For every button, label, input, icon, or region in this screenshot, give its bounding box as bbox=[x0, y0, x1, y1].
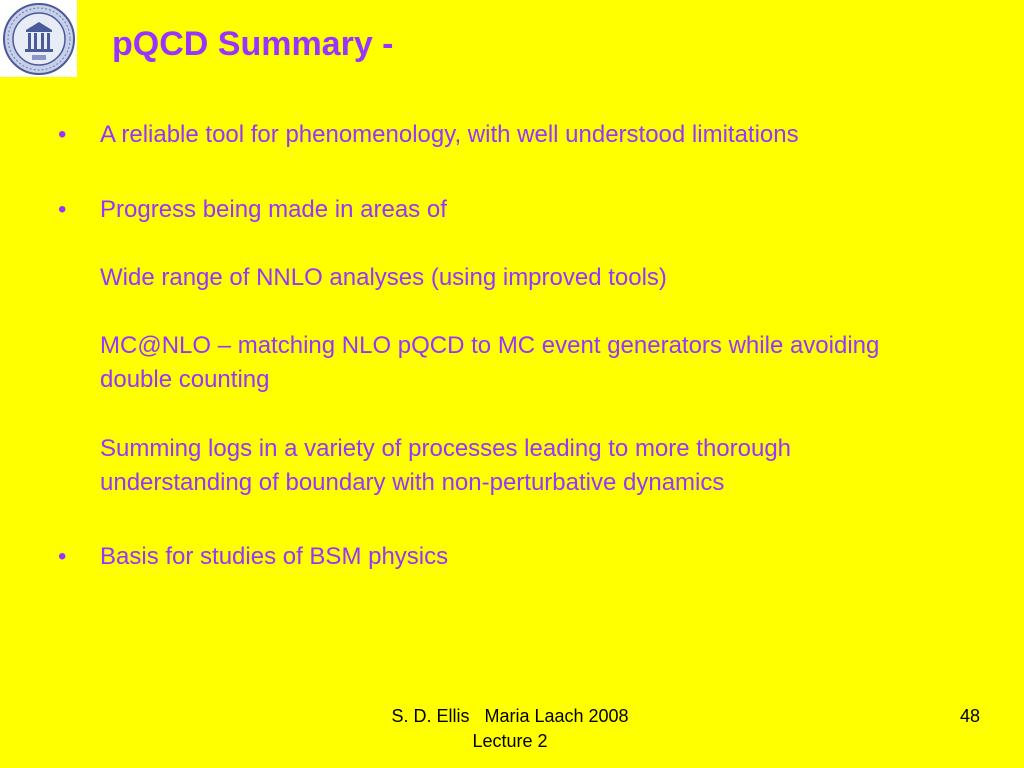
bullet-marker: • bbox=[58, 121, 67, 148]
bullet-marker: • bbox=[58, 196, 67, 223]
bullet-text: Progress being made in areas of bbox=[100, 196, 447, 223]
footer-credit-line: S. D. Ellis Maria Laach 2008 bbox=[391, 706, 629, 726]
sub-item: MC@NLO – matching NLO pQCD to MC event generators while avoiding double counting bbox=[100, 332, 880, 393]
sub-item: Summing logs in a variety of processes leading to more thorough understanding of boundary with non-perturbative dynamics bbox=[100, 435, 792, 496]
footer-credit bbox=[360, 704, 660, 754]
bullet-marker: • bbox=[58, 543, 67, 570]
bullet-text: A reliable tool for phenomenology, with well understood limitations bbox=[100, 121, 799, 148]
university-seal-icon bbox=[2, 2, 76, 76]
university-seal-logo bbox=[0, 0, 77, 77]
page-number: 48 bbox=[959, 706, 980, 726]
footer-lecture-line: Lecture 2 bbox=[472, 731, 548, 751]
bullet-text: Basis for studies of BSM physics bbox=[100, 543, 449, 570]
slide-title: pQCD Summary - bbox=[112, 25, 394, 63]
sub-item: Wide range of NNLO analyses (using improved tools) bbox=[100, 264, 667, 291]
